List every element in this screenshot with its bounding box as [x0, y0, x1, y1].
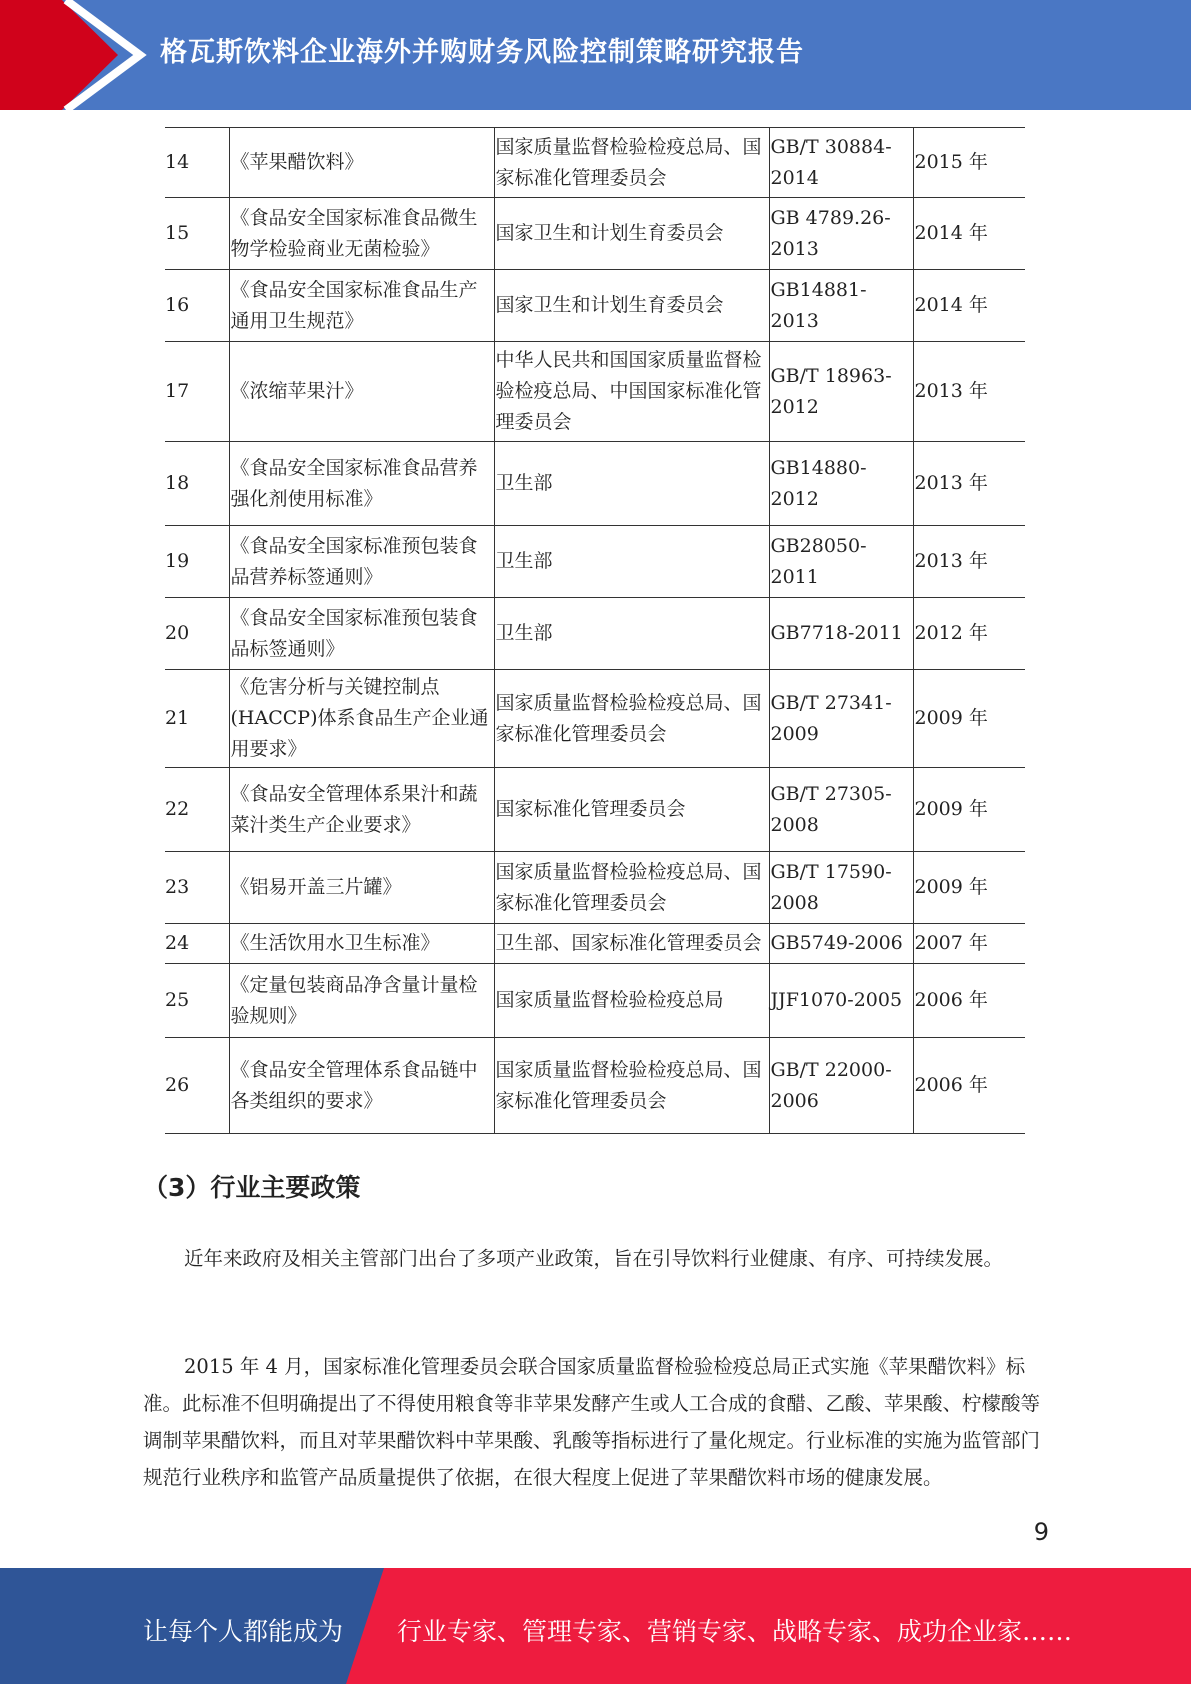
year-cell: 2007 年 [913, 924, 1025, 964]
standards-table [165, 127, 1025, 1134]
row-number-cell: 19 [165, 526, 229, 598]
table-row [165, 852, 1025, 924]
standard-name-cell: 《食品安全国家标准食品营养强化剂使用标准》 [229, 442, 494, 526]
standard-name-cell: 《食品安全国家标准食品微生物学检验商业无菌检验》 [229, 198, 494, 270]
row-number-cell: 26 [165, 1038, 229, 1134]
issuing-body-cell: 国家卫生和计划生育委员会 [494, 198, 769, 270]
standard-code-cell: GB14880-2012 [769, 442, 913, 526]
standard-code-cell: GB14881-2013 [769, 270, 913, 342]
table-row [165, 670, 1025, 768]
issuing-body-cell: 国家标准化管理委员会 [494, 768, 769, 852]
standard-code-cell: GB/T 27341-2009 [769, 670, 913, 768]
year-cell: 2009 年 [913, 852, 1025, 924]
standard-code-cell: GB/T 22000-2006 [769, 1038, 913, 1134]
year-cell: 2006 年 [913, 964, 1025, 1038]
issuing-body-cell: 卫生部 [494, 526, 769, 598]
table-row [165, 198, 1025, 270]
standard-name-cell: 《食品安全国家标准预包装食品营养标签通则》 [229, 526, 494, 598]
standard-code-cell: JJF1070-2005 [769, 964, 913, 1038]
paragraph-apple-vinegar-standard: 2015 年 4 月，国家标准化管理委员会联合国家质量监督检验检疫总局正式实施《苹果醋饮料》标准。此标准不但明确提出了不得使用粮食等非苹果发酵产生或人工合成的食醋、乙酸、苹果酸、柠檬酸等调制苹果醋饮料，而且对苹果醋饮料中苹果酸、乳酸等指标进行了量化规定。行业标准的实施为监管部门规范行业秩序和监管产品质量提供了依据，在很大程度上促进了苹果醋饮料市场的健康发展。 [143, 1355, 1041, 1489]
standard-name-cell: 《苹果醋饮料》 [229, 128, 494, 198]
row-number-cell: 18 [165, 442, 229, 526]
issuing-body-cell: 卫生部 [494, 598, 769, 670]
issuing-body-cell: 国家质量监督检验检疫总局、国家标准化管理委员会 [494, 128, 769, 198]
issuing-body-cell: 卫生部 [494, 442, 769, 526]
page-header [0, 0, 1191, 110]
year-cell: 2009 年 [913, 768, 1025, 852]
issuing-body-cell: 国家质量监督检验检疫总局、国家标准化管理委员会 [494, 670, 769, 768]
standard-name-cell: 《定量包装商品净含量计量检验规则》 [229, 964, 494, 1038]
row-number-cell: 23 [165, 852, 229, 924]
year-cell: 2013 年 [913, 442, 1025, 526]
row-number-cell: 17 [165, 342, 229, 442]
page-footer [0, 1568, 1191, 1684]
table-row [165, 768, 1025, 852]
section-heading: （3）行业主要政策 [143, 1173, 361, 1202]
row-number-cell: 15 [165, 198, 229, 270]
year-cell: 2015 年 [913, 128, 1025, 198]
table-row [165, 924, 1025, 964]
issuing-body-cell: 国家质量监督检验检疫总局、国家标准化管理委员会 [494, 852, 769, 924]
table-row [165, 526, 1025, 598]
header-red-arrow-decoration [0, 0, 150, 110]
standard-code-cell: GB5749-2006 [769, 924, 913, 964]
year-cell: 2013 年 [913, 342, 1025, 442]
page-number: 9 [1033, 1518, 1049, 1546]
table-row [165, 342, 1025, 442]
row-number-cell: 16 [165, 270, 229, 342]
standard-name-cell: 《食品安全国家标准食品生产通用卫生规范》 [229, 270, 494, 342]
table-row [165, 598, 1025, 670]
row-number-cell: 14 [165, 128, 229, 198]
year-cell: 2009 年 [913, 670, 1025, 768]
issuing-body-cell: 国家质量监督检验检疫总局 [494, 964, 769, 1038]
year-cell: 2014 年 [913, 270, 1025, 342]
footer-slogan-roles: 行业专家、管理专家、营销专家、战略专家、成功企业家…… [397, 1617, 1073, 1646]
standard-code-cell: GB 4789.26-2013 [769, 198, 913, 270]
standard-code-cell: GB7718-2011 [769, 598, 913, 670]
standard-name-cell: 《食品安全管理体系果汁和蔬菜汁类生产企业要求》 [229, 768, 494, 852]
row-number-cell: 22 [165, 768, 229, 852]
standard-code-cell: GB/T 18963-2012 [769, 342, 913, 442]
row-number-cell: 21 [165, 670, 229, 768]
standard-code-cell: GB/T 30884-2014 [769, 128, 913, 198]
row-number-cell: 24 [165, 924, 229, 964]
table-row [165, 964, 1025, 1038]
standard-code-cell: GB/T 27305-2008 [769, 768, 913, 852]
standards-table-body [165, 128, 1025, 1134]
standard-name-cell: 《危害分析与关键控制点(HACCP)体系食品生产企业通用要求》 [229, 670, 494, 768]
issuing-body-cell: 中华人民共和国国家质量监督检验检疫总局、中国国家标准化管理委员会 [494, 342, 769, 442]
standard-code-cell: GB28050-2011 [769, 526, 913, 598]
issuing-body-cell: 国家质量监督检验检疫总局、国家标准化管理委员会 [494, 1038, 769, 1134]
standard-code-cell: GB/T 17590-2008 [769, 852, 913, 924]
standard-name-cell: 《铝易开盖三片罐》 [229, 852, 494, 924]
table-row [165, 270, 1025, 342]
issuing-body-cell: 国家卫生和计划生育委员会 [494, 270, 769, 342]
year-cell: 2014 年 [913, 198, 1025, 270]
table-row [165, 1038, 1025, 1134]
issuing-body-cell: 卫生部、国家标准化管理委员会 [494, 924, 769, 964]
row-number-cell: 20 [165, 598, 229, 670]
footer-slogan-lead: 让每个人都能成为 [143, 1617, 344, 1646]
table-row [165, 128, 1025, 198]
standard-name-cell: 《食品安全国家标准预包装食品标签通则》 [229, 598, 494, 670]
row-number-cell: 25 [165, 964, 229, 1038]
standard-name-cell: 《生活饮用水卫生标准》 [229, 924, 494, 964]
year-cell: 2006 年 [913, 1038, 1025, 1134]
paragraph-intro: 近年来政府及相关主管部门出台了多项产业政策，旨在引导饮料行业健康、有序、可持续发展。 [184, 1247, 1004, 1270]
year-cell: 2012 年 [913, 598, 1025, 670]
year-cell: 2013 年 [913, 526, 1025, 598]
standard-name-cell: 《浓缩苹果汁》 [229, 342, 494, 442]
table-row [165, 442, 1025, 526]
report-title: 格瓦斯饮料企业海外并购财务风险控制策略研究报告 [160, 37, 804, 68]
standard-name-cell: 《食品安全管理体系食品链中各类组织的要求》 [229, 1038, 494, 1134]
